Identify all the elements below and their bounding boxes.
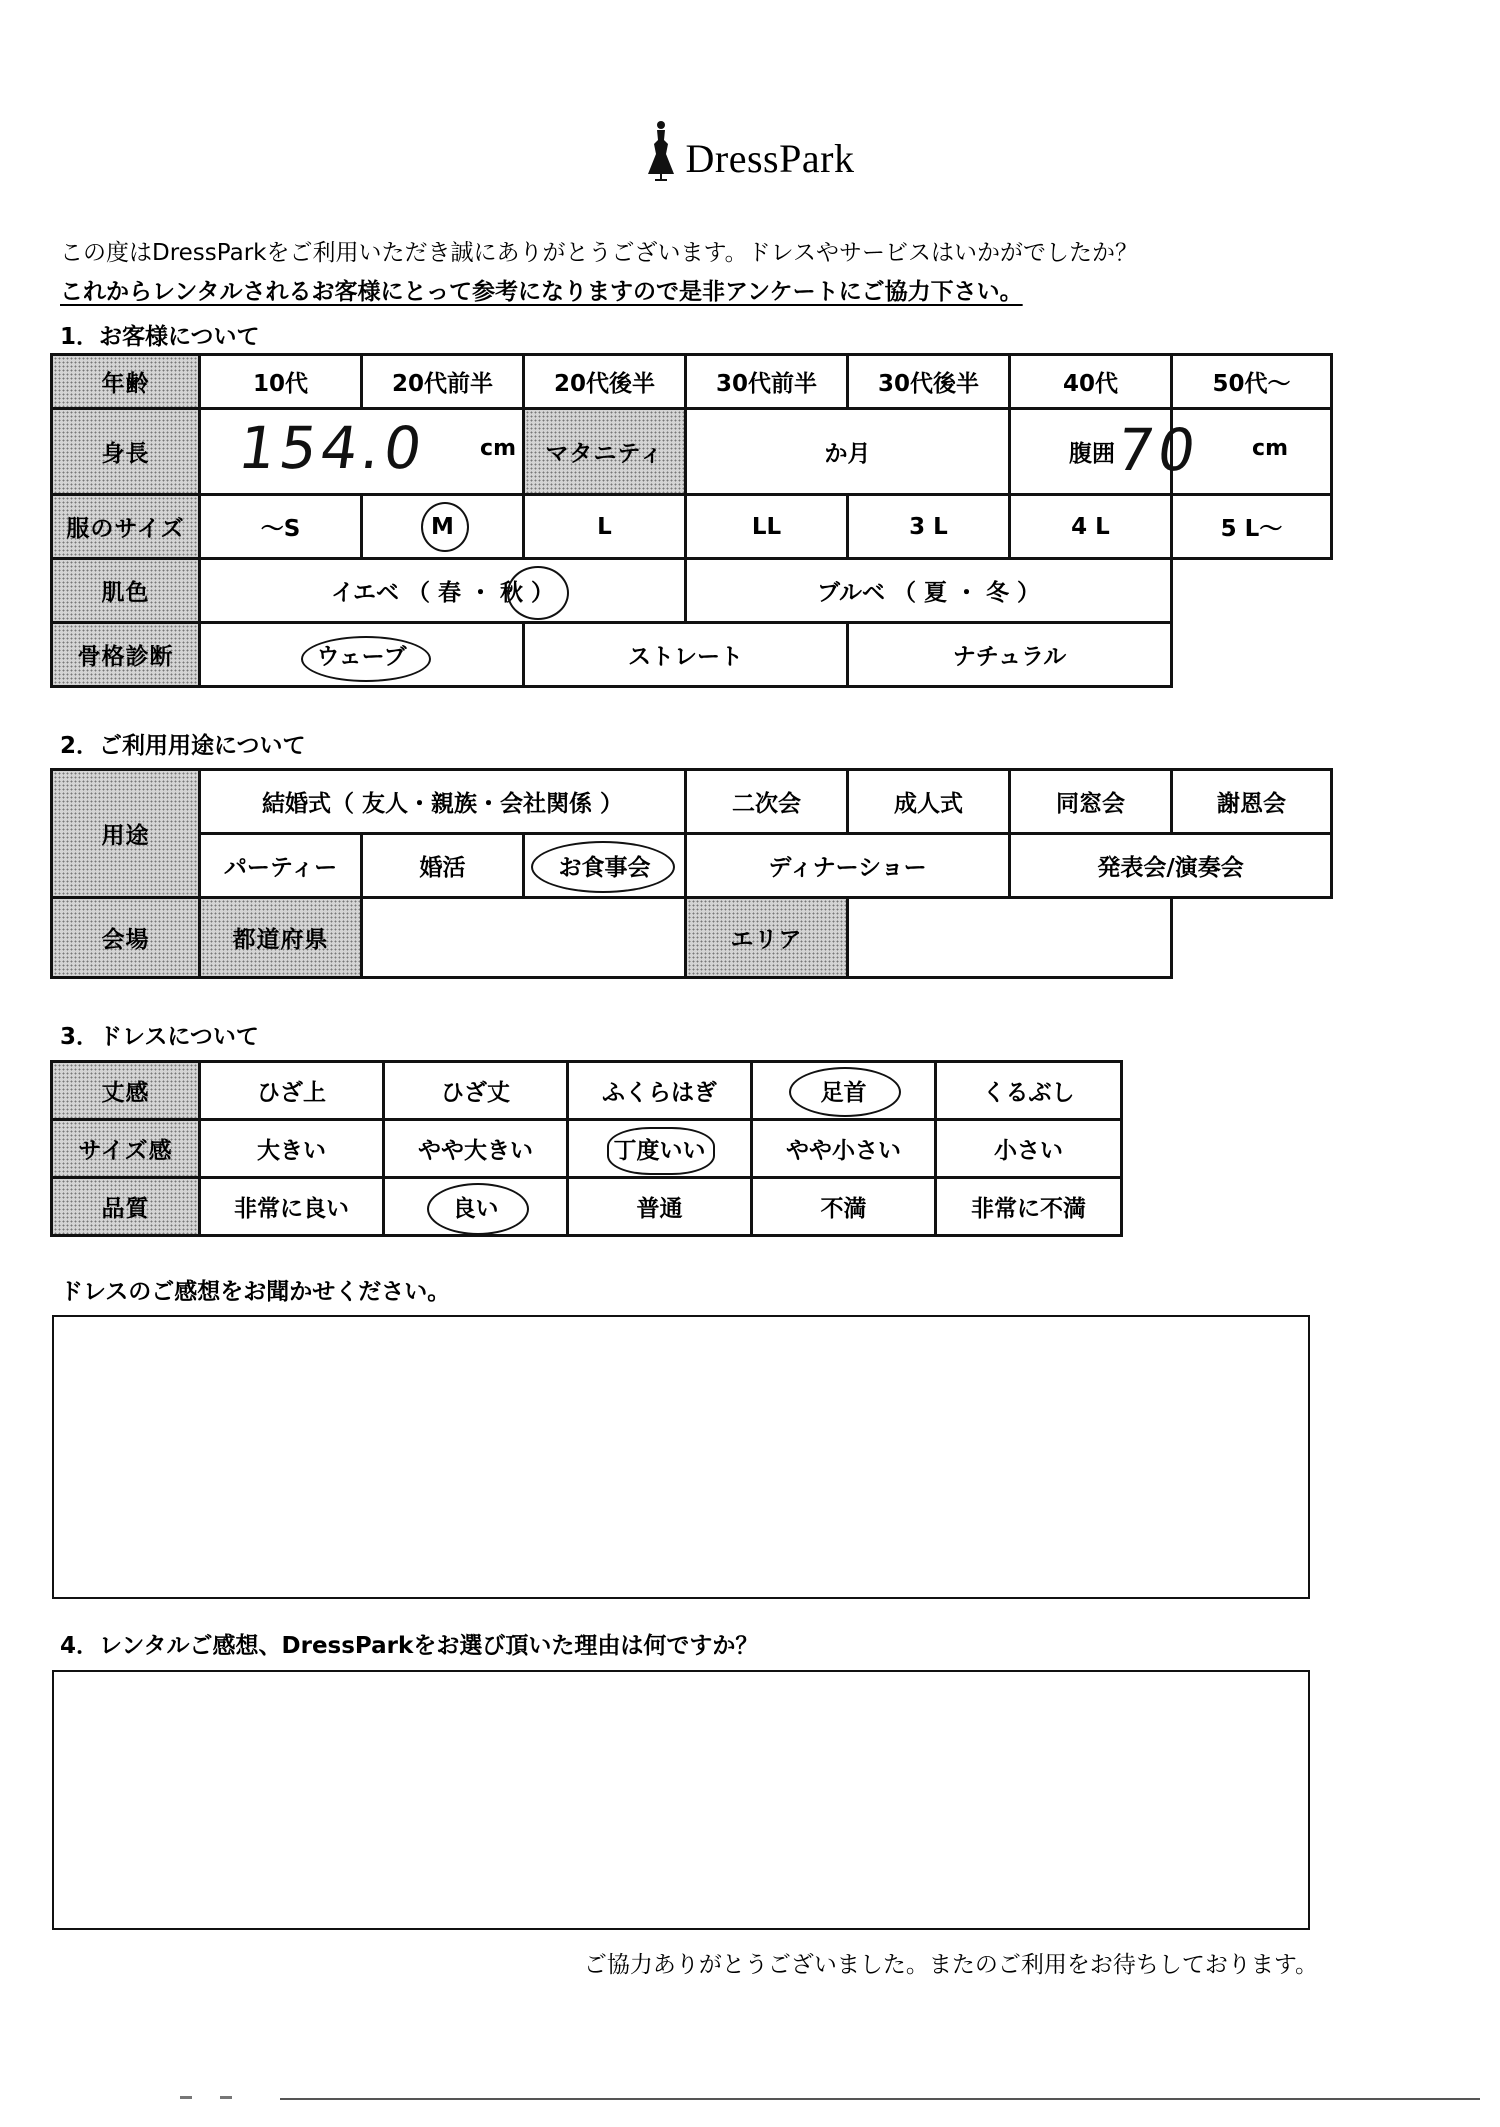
quality-option[interactable]: 不満 [752,1178,936,1236]
fit-option[interactable]: 小さい [936,1120,1122,1178]
intro-line-2: これからレンタルされるお客様にとって参考になりますので是非アンケートにご協力下さい。 [60,279,1023,305]
quality-option-label: 良い [452,1196,499,1222]
quality-option-selected[interactable] [384,1178,568,1236]
scan-mark [220,2096,232,2099]
rental-comment-box[interactable] [52,1670,1310,1930]
maternity-label: マタニティ [524,409,686,495]
bottom-rule [280,2098,1480,2100]
fit-option-label: 丁度いい [613,1138,706,1164]
age-option[interactable]: 10代 [200,355,362,409]
frame-option-selected[interactable] [200,623,524,687]
frame-option-label: ウェーブ [316,644,407,670]
footer-thanks: ご協力ありがとうございました。またのご利用をお待ちしております。 [583,1952,1318,1978]
height-field[interactable] [200,409,524,495]
skin-label: 肌色 [52,559,200,623]
brand-name: DressPark [685,136,855,181]
length-option[interactable]: ひざ上 [200,1062,384,1120]
age-label: 年齢 [52,355,200,409]
size-option[interactable]: L [524,495,686,559]
length-option[interactable]: ひざ丈 [384,1062,568,1120]
dress-icon [646,120,676,182]
intro-line-1: この度はDressParkをご利用いただき誠にありがとうございます。ドレスやサービスはいかがでしたか？ [60,240,1138,266]
prefecture-label: 都道府県 [200,898,362,978]
purpose-label: 用途 [52,770,200,898]
size-option-selected[interactable] [362,495,524,559]
height-label: 身長 [52,409,200,495]
length-option-selected[interactable] [752,1062,936,1120]
fit-option[interactable]: やや小さい [752,1120,936,1178]
frame-label: 骨格診断 [52,623,200,687]
venue-label: 会場 [52,898,200,978]
scan-mark [180,2096,192,2099]
size-option[interactable]: ～S [200,495,362,559]
purpose-option[interactable]: 発表会/演奏会 [1010,834,1332,898]
prefecture-field[interactable] [362,898,686,978]
maternity-field[interactable] [686,409,1010,495]
area-field[interactable] [848,898,1172,978]
age-option[interactable]: 20代後半 [524,355,686,409]
age-option[interactable]: 40代 [1010,355,1172,409]
size-option-label: M [431,513,454,540]
size-option[interactable]: 5 L～ [1172,495,1332,559]
purpose-option[interactable]: 同窓会 [1010,770,1172,834]
size-label: 服のサイズ [52,495,200,559]
customer-table [50,353,1333,688]
maternity-unit: か月 [824,441,871,467]
fit-option[interactable]: やや大きい [384,1120,568,1178]
skin-yellow-option[interactable] [200,559,686,623]
quality-option[interactable]: 非常に良い [200,1178,384,1236]
area-label: エリア [686,898,848,978]
section-4-title: 4．レンタルご感想、DressParkをお選び頂いた理由は何ですか？ [60,1633,759,1659]
length-option-label: 足首 [820,1080,867,1106]
length-option[interactable]: くるぶし [936,1062,1122,1120]
fit-label: サイズ感 [52,1120,200,1178]
height-unit: cm [480,436,516,461]
quality-label: 品質 [52,1178,200,1236]
waist-field[interactable] [1112,409,1332,495]
purpose-option[interactable]: ディナーショー [686,834,1010,898]
quality-option[interactable]: 非常に不満 [936,1178,1122,1236]
size-option[interactable]: 4 L [1010,495,1172,559]
height-value: 154.0 [234,414,430,482]
purpose-option[interactable]: パーティー [200,834,362,898]
age-option[interactable]: 30代後半 [848,355,1010,409]
skin-yellow-label: イエベ （ 春 ・ 秋 ） [330,580,555,606]
skin-blue-option[interactable]: ブルベ （ 夏 ・ 冬 ） [686,559,1172,623]
section-2-title: 2．ご利用用途について [60,733,306,759]
purpose-option[interactable]: 成人式 [848,770,1010,834]
age-option[interactable]: 20代前半 [362,355,524,409]
length-label: 丈感 [52,1062,200,1120]
brand-logo [0,120,1500,186]
size-option[interactable]: LL [686,495,848,559]
purpose-option-selected[interactable] [524,834,686,898]
fit-option[interactable]: 大きい [200,1120,384,1178]
waist-value: 70 [1112,416,1204,484]
dress-table [50,1060,1123,1237]
purpose-option[interactable]: 結婚式（ 友人・親族・会社関係 ） [200,770,686,834]
fit-option-selected[interactable] [568,1120,752,1178]
purpose-option[interactable]: 婚活 [362,834,524,898]
age-option[interactable]: 50代～ [1172,355,1332,409]
dress-comment-box[interactable] [52,1315,1310,1599]
quality-option[interactable]: 普通 [568,1178,752,1236]
section-1-title: 1．お客様について [60,324,260,350]
purpose-option[interactable]: 謝恩会 [1172,770,1332,834]
section-3-title: 3．ドレスについて [60,1024,259,1050]
dress-comment-prompt: ドレスのご感想をお聞かせください。 [60,1279,451,1305]
purpose-option-label: お食事会 [558,855,651,881]
waist-label: 腹囲 [1010,409,1172,495]
purpose-table [50,768,1333,979]
age-option[interactable]: 30代前半 [686,355,848,409]
purpose-option[interactable]: 二次会 [686,770,848,834]
length-option[interactable]: ふくらはぎ [568,1062,752,1120]
waist-unit: cm [1252,436,1288,461]
frame-option[interactable]: ストレート [524,623,848,687]
frame-option[interactable]: ナチュラル [848,623,1172,687]
size-option[interactable]: 3 L [848,495,1010,559]
